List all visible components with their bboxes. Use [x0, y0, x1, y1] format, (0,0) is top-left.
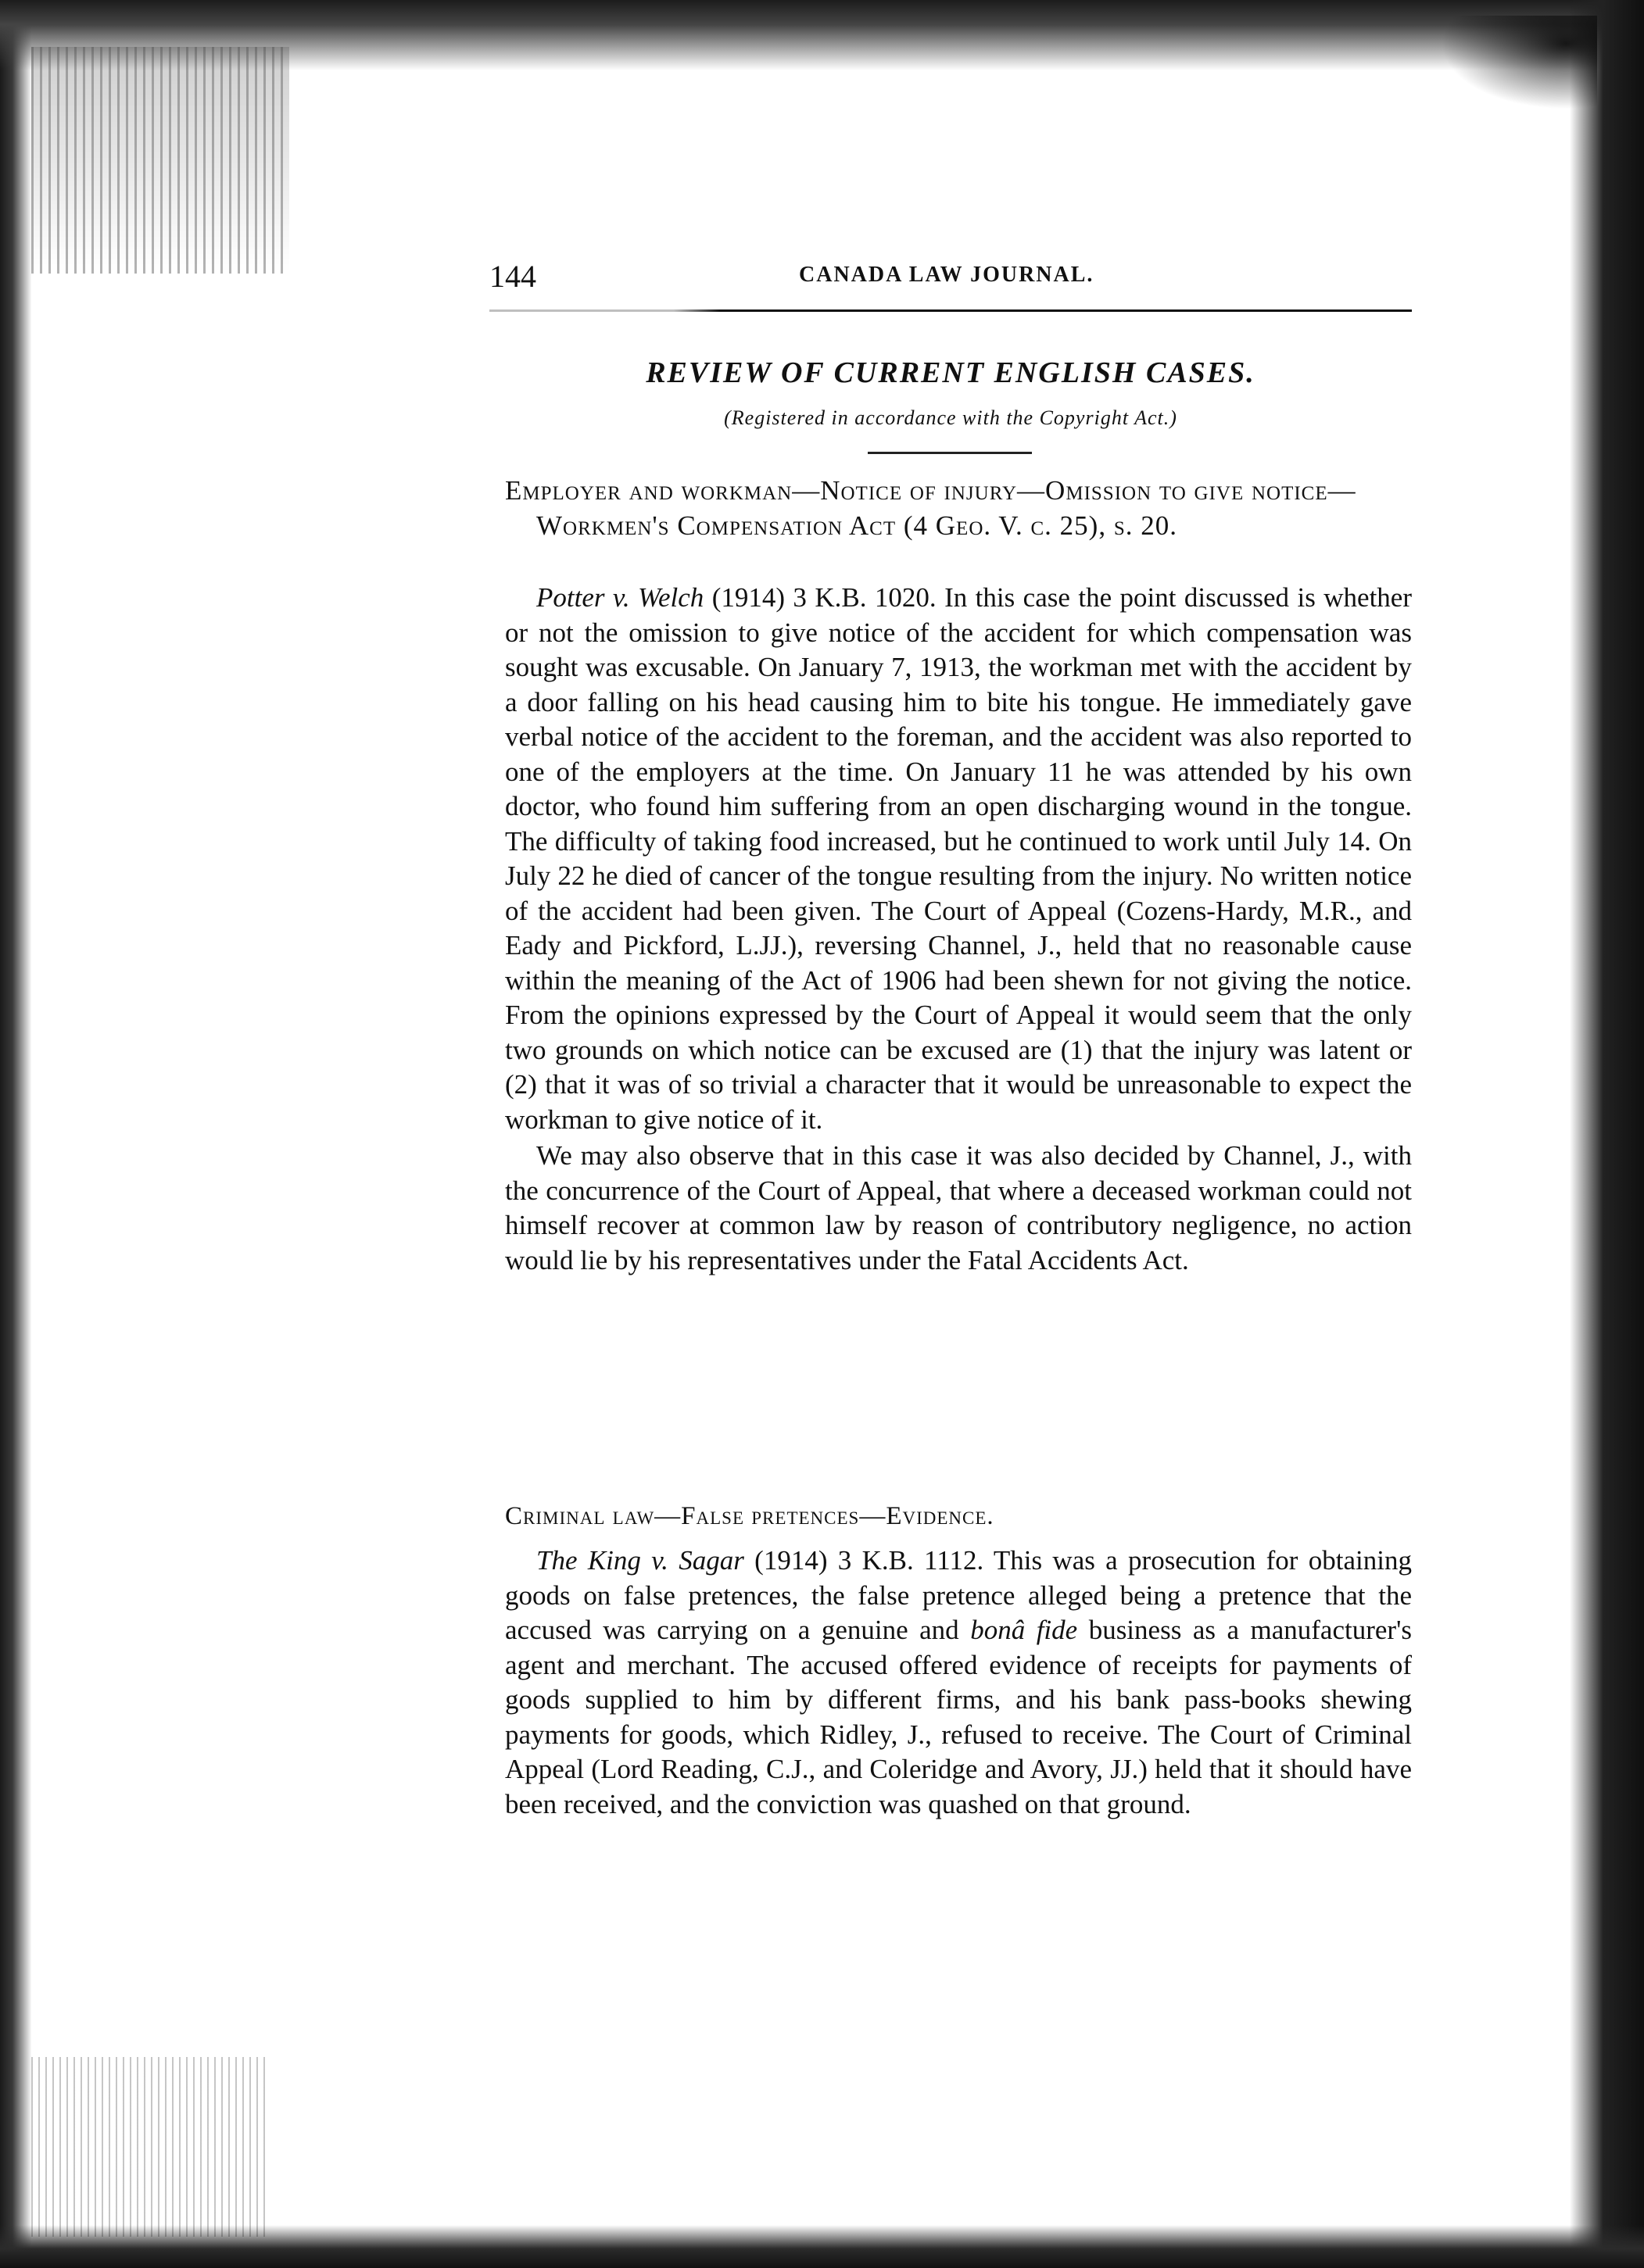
scan-noise-top-right [1441, 16, 1597, 109]
article-1-body [505, 581, 1412, 1278]
scan-noise-top-left [31, 47, 289, 274]
scan-edge-left [0, 0, 31, 2268]
article-1-citation: (1914) 3 K.B. 1020. [704, 582, 937, 613]
article-2-paragraph-1-text-a: This was a prosecution for obtaining goods on false pretences, the false pretence alleged being a pretence that the accused was carrying on a genuine and [505, 1545, 1412, 1645]
section-title: REVIEW OF CURRENT ENGLISH CASES. [646, 356, 1255, 389]
article-2-case-name: The King v. Sagar [536, 1545, 744, 1576]
article-1-paragraph-1 [505, 581, 1412, 1137]
running-head: CANADA LAW JOURNAL. [799, 263, 1094, 287]
article-1-paragraph-2: We may also observe that in this case it was also decided by Channel, J., with the concurrence of the Court of Appeal, that where a deceased workman could not himself recover at common law by reason of contributory negligence, no action would lie by his representatives under the Fatal Accidents Act. [505, 1140, 1412, 1275]
article-2-citation: (1914) 3 K.B. 1112. [743, 1545, 984, 1576]
title-rule [868, 452, 1032, 454]
article-2-paragraph-1 [505, 1544, 1412, 1822]
article-1-case-name: Potter v. Welch [536, 582, 704, 613]
scan-noise-bottom-left [31, 2057, 266, 2237]
scan-edge-right [1570, 0, 1644, 2268]
copyright-note: (Registered in accordance with the Copyright Act.) [724, 406, 1177, 429]
article-2-bona-fide: bonâ fide [970, 1615, 1078, 1645]
header-rule [489, 309, 1412, 312]
page-number: 144 [489, 259, 536, 294]
article-2-caption: Criminal law—False pretences—Evidence. [505, 1502, 994, 1530]
article-1-paragraph-1-text: In this case the point discussed is whether or not the omission to give notice of the accident for which compensation was sought was excusable. On January 7, 1913, the workman met with the accident by a door falling on his head causing him to bite his tongue. He immediately gave verbal notice of the accident to the foreman, and the accident was also reported to one of the employers at the time. On January 11 he was attended by his own doctor, who found him suffering from an open discharging wound in the tongue. The difficulty of taking food increased, but he continued to work until July 14. On July 22 he died of cancer of the tongue resulting from the injury. No written notice of the accident had been given. The Court of Appeal (Cozens-Hardy, M.R., and Eady and Pickford, L.JJ.), reversing Channel, J., held that no reasonable cause within the meaning of the Act of 1906 had been shewn for not giving the notice. From the opinions expressed by the Court of Appeal it would seem that the only two grounds on which notice can be excused are (1) that the injury was latent or (2) that it was of so trivial a character that it would be unreasonable to expect the workman to give notice of it. [505, 582, 1412, 1135]
scan-edge-top [0, 0, 1644, 70]
article-1-caption: Employer and workman—Notice of injury—Omission to give notice—Workmen's Compensation Act (4 Geo. V. c. 25), s. 20. [505, 475, 1356, 541]
article-2-body [505, 1544, 1412, 1822]
article-2-paragraph-1-text-b: business as a manufacturer's agent and merchant. The accused offered evidence of receipts for payments of goods supplied to him by different firms, and his bank pass-books shewing payments for goods, which Ridley, J., refused to receive. The Court of Criminal Appeal (Lord Reading, C.J., and Coleridge and Avory, JJ.) held that it should have been received, and the conviction was quashed on that ground. [505, 1615, 1412, 1819]
